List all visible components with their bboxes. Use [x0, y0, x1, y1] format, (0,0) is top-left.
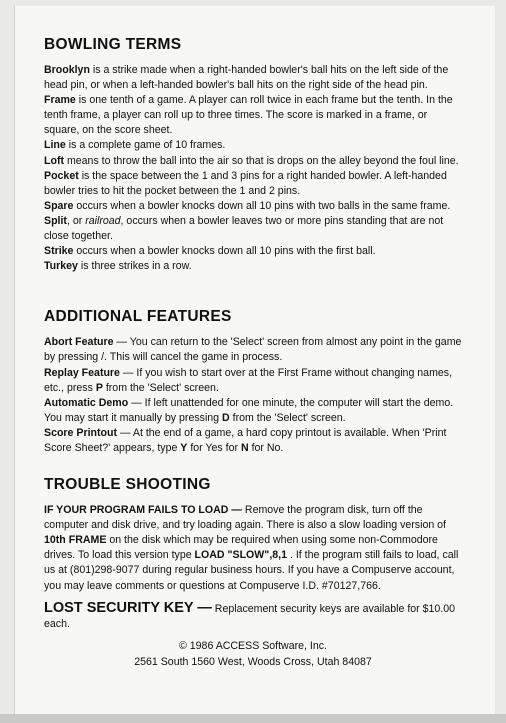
term-definition: is three strikes in a row.	[77, 260, 192, 273]
trouble-text: . If the program still fails to load, call us at (801)298-9077 during regular business hours. If you have a Compuserve account, you may leave comments or questions at Compuserve I.D. #70127,766.	[44, 549, 459, 592]
publisher-footer	[44, 638, 462, 670]
trouble-lead: IF YOUR PROGRAM FAILS TO LOAD —	[44, 504, 242, 517]
feature-description: from the 'Select' screen.	[102, 381, 219, 394]
term-frame	[44, 93, 462, 138]
term-label: Spare	[44, 199, 74, 212]
term-label: Turkey	[44, 260, 78, 273]
term-definition: occurs when a bowler knocks down all 10 pins with two balls in the same frame.	[73, 199, 451, 212]
feature-replay	[44, 366, 462, 396]
term-label: Loft	[44, 154, 64, 167]
key-name: D	[222, 411, 230, 424]
address-line: 2561 South 1560 West, Woods Cross, Utah 84087	[134, 655, 372, 668]
term-brooklyn	[44, 63, 462, 93]
term-line	[44, 138, 462, 153]
term-turkey	[44, 259, 462, 274]
feature-demo	[44, 396, 462, 426]
trouble-bold: LOAD "SLOW",8,1	[194, 549, 287, 562]
term-label: Line	[44, 139, 66, 152]
feature-description: — If left unattended for one minute, the computer will start the demo. You may start it manually by pressing	[44, 396, 454, 424]
term-label: Pocket	[44, 169, 79, 182]
feature-label: Score Printout	[44, 426, 117, 439]
manual-content	[44, 36, 462, 670]
term-definition: is the space between the 1 and 3 pins for a right handed bowler. A left-handed bowler tries to hit the pocket between the 1 and 2 pins.	[44, 169, 447, 197]
trouble-text: Remove the program disk, turn off the computer and disk drive, and try loading again. There is also a slow loading version of	[44, 504, 447, 532]
feature-description: for No.	[248, 441, 284, 454]
lost-security-key	[44, 601, 462, 632]
term-definition: occurs when a bowler knocks down all 10 pins with the first ball.	[73, 245, 376, 258]
term-definition: is one tenth of a game. A player can roll twice in each frame but the tenth. In the tenth frame, a player can roll up to three times. The score is marked in a frame, or square, on the score sheet.	[44, 94, 453, 137]
term-label: Strike	[44, 245, 74, 258]
key-name: Y	[180, 441, 188, 454]
term-definition: , occurs when a bowler leaves two or more pins standing that are not close together.	[44, 214, 444, 243]
trouble-paragraph	[44, 503, 462, 594]
feature-description: for Yes for	[187, 441, 241, 454]
trouble-text: on the disk which may be required when using some non-Commodore drives. To load this version type	[44, 534, 438, 562]
feature-description: from the 'Select' screen.	[229, 411, 346, 424]
term-connector: , or	[66, 214, 86, 227]
feature-description: — You can return to the 'Select' screen from almost any point in the game by pressing /. This will cancel the game in process.	[44, 336, 462, 364]
term-spare	[44, 199, 462, 214]
feature-printout	[44, 426, 462, 456]
bowling-terms-heading: BOWLING TERMS	[44, 36, 182, 53]
copyright-line: © 1986 ACCESS Software, Inc.	[179, 639, 327, 652]
trouble-shooting-heading: TROUBLE SHOOTING	[44, 476, 211, 494]
term-definition: means to throw the ball into the air so that is drops on the alley beyond the foul line.	[64, 154, 459, 167]
security-text: Replacement security keys are available for $10.00 each.	[44, 602, 456, 630]
term-pocket	[44, 169, 462, 199]
page-edge	[0, 714, 506, 723]
security-lead: LOST SECURITY KEY —	[44, 599, 212, 616]
term-loft	[44, 154, 462, 169]
feature-description: — If you wish to start over at the First Frame without changing names, etc., press	[44, 366, 453, 394]
term-strike	[44, 244, 462, 259]
feature-abort	[44, 335, 462, 365]
additional-features-heading: ADDITIONAL FEATURES	[44, 308, 232, 326]
term-label: Split	[44, 214, 67, 227]
term-definition: is a strike made when a right-handed bowler's ball hits on the left side of the head pin, or when a left-handed bowler's ball hits on the right side of the head pin.	[44, 64, 449, 92]
term-label: Brooklyn	[44, 64, 90, 76]
feature-description: — At the end of a game, a hard copy printout is available. When 'Print Score Sheet?' appears, type	[44, 426, 447, 454]
key-name: P	[95, 381, 103, 394]
term-definition: is a complete game of 10 frames.	[65, 139, 226, 152]
feature-label: Replay Feature	[44, 366, 120, 379]
term-label: Frame	[44, 94, 76, 107]
term-alias: railroad	[85, 214, 121, 227]
key-name: N	[240, 441, 249, 454]
trouble-bold: 10th FRAME	[44, 534, 107, 547]
feature-label: Automatic Demo	[44, 396, 129, 409]
feature-label: Abort Feature	[44, 336, 114, 349]
term-split	[44, 214, 462, 244]
